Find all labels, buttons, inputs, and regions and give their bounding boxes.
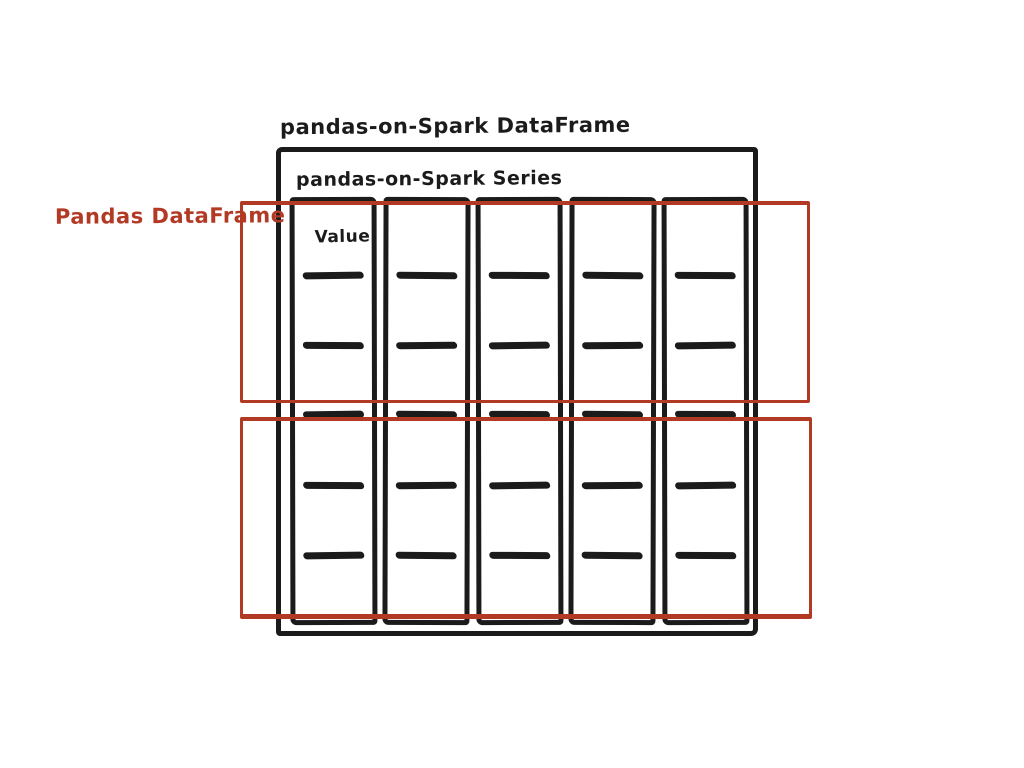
pandas-dataframe-label: Pandas DataFrame bbox=[54, 203, 286, 229]
pandas-partition-box-2 bbox=[240, 417, 812, 619]
spark-series-label: pandas-on-Spark Series bbox=[295, 167, 563, 191]
pandas-partition-box-1 bbox=[240, 201, 810, 403]
value-label: Value bbox=[314, 226, 371, 248]
spark-dataframe-title: pandas-on-Spark DataFrame bbox=[279, 112, 631, 140]
